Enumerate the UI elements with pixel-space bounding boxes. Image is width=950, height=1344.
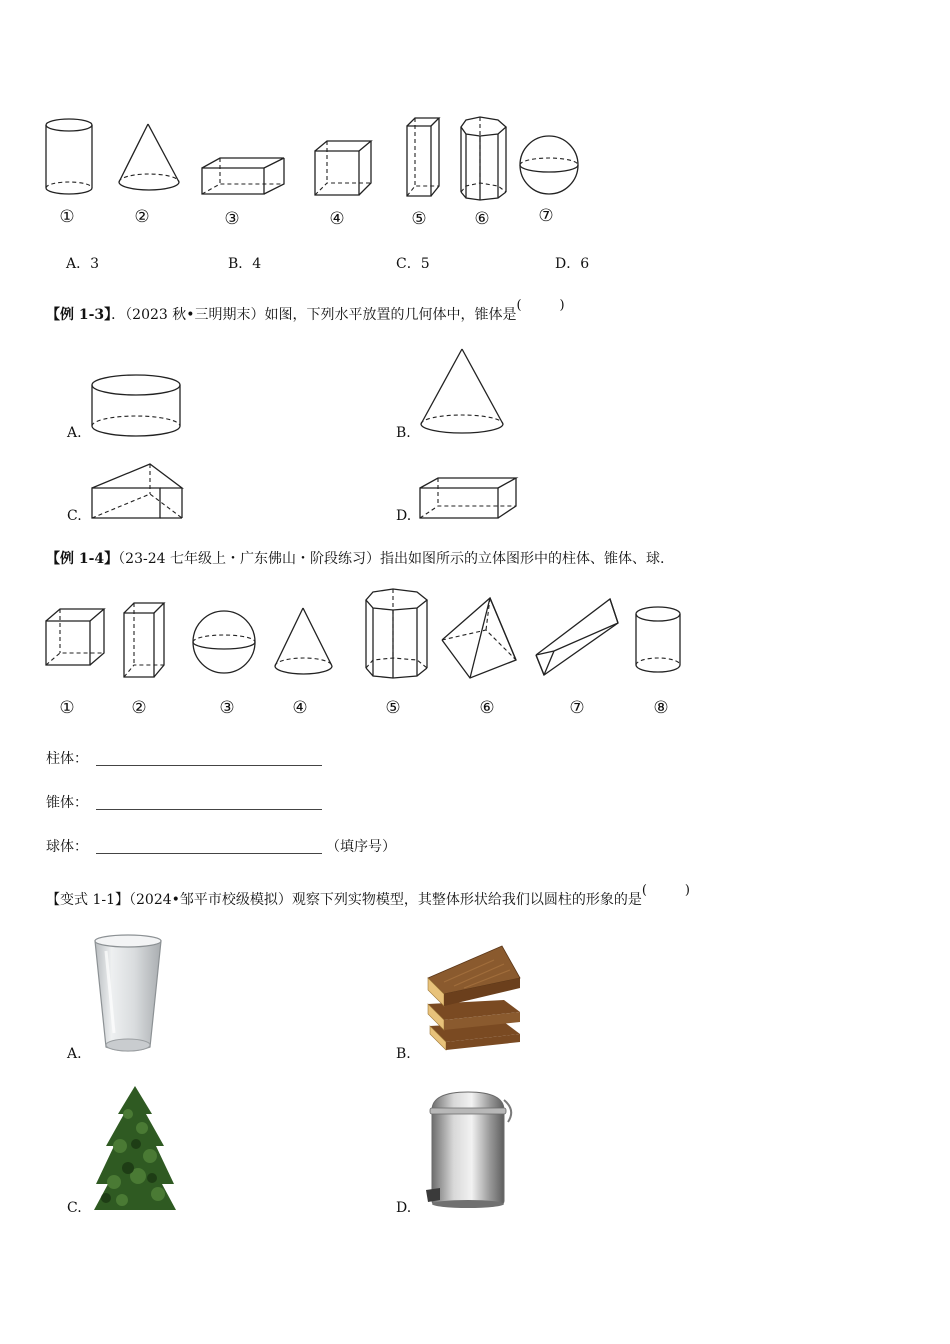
option-b[interactable]: B．4 — [228, 256, 262, 272]
ex14-pyramid — [440, 596, 526, 680]
ex14-square-prism — [122, 601, 168, 679]
figure-top-prism-tall — [405, 116, 443, 198]
figure-label-3: ③ — [224, 209, 240, 229]
figure-top-cone — [116, 122, 184, 196]
ex14-label-1: ① — [59, 698, 75, 718]
ex14-label-7: ⑦ — [569, 698, 585, 718]
ex14-label-2: ② — [131, 698, 147, 718]
variant-1-1-heading — [46, 883, 690, 909]
v11-option-b[interactable]: B. — [396, 1046, 411, 1062]
example-1-3-tag: 【例 1-3】 — [46, 307, 112, 323]
tree-image — [92, 1084, 178, 1212]
ex13-short-cylinder — [90, 374, 184, 440]
blank-label-cone: 锥体： — [46, 795, 88, 811]
variant-1-1-text: （2024•邹平市校级模拟）观察下列实物模型，其整体形状给我们以圆柱的形象的是 — [129, 892, 642, 908]
example-1-4-text: （23-24 七年级上・广东佛山・阶段练习）指出如图所示的立体图形中的柱体、锥体、球. — [118, 551, 665, 567]
answer-paren-2[interactable]: ( ) — [641, 883, 690, 898]
blank-suffix: （填序号） — [326, 839, 396, 855]
ex14-cone — [272, 606, 336, 680]
answer-paren[interactable]: ( ) — [516, 298, 565, 313]
ex13-cone — [418, 347, 508, 437]
v11-option-d[interactable]: D. — [396, 1200, 412, 1216]
ex13-option-b[interactable]: B. — [396, 425, 411, 441]
trash-can-image — [424, 1088, 518, 1210]
ex13-option-d[interactable]: D. — [396, 508, 412, 524]
figure-label-2: ② — [134, 207, 150, 227]
glass-image — [92, 933, 164, 1057]
ex14-triangular-prism — [532, 597, 624, 677]
ex14-cylinder — [634, 605, 684, 675]
option-d[interactable]: D．6 — [555, 256, 590, 272]
option-a[interactable]: A．3 — [66, 256, 100, 272]
example-1-3-text: ．（2023 秋•三明期末）如图，下列水平放置的几何体中，锥体是 — [111, 307, 517, 323]
answer-blank-cone[interactable] — [96, 809, 322, 810]
books-image — [424, 942, 524, 1052]
figure-label-7: ⑦ — [538, 206, 554, 226]
figure-top-cuboid — [200, 156, 288, 198]
ex14-label-4: ④ — [292, 698, 308, 718]
answer-blank-prism[interactable] — [96, 765, 322, 766]
example-1-4-heading — [46, 550, 664, 568]
ex14-cube — [44, 607, 106, 667]
answer-blank-sphere[interactable] — [96, 853, 322, 854]
ex14-hexagonal-prism — [363, 588, 431, 680]
figure-label-4: ④ — [329, 209, 345, 229]
ex14-label-8: ⑧ — [653, 698, 669, 718]
ex13-triangular-prism — [90, 462, 186, 520]
example-1-3-heading — [46, 298, 565, 324]
blank-label-sphere: 球体： — [46, 839, 88, 855]
v11-option-a[interactable]: A. — [67, 1046, 82, 1062]
blank-label-prism: 柱体： — [46, 751, 88, 767]
figure-label-5: ⑤ — [411, 209, 427, 229]
variant-1-1-tag: 【变式 1-1】 — [46, 892, 129, 908]
example-1-4-tag: 【例 1-4】 — [46, 551, 119, 567]
ex14-label-5: ⑤ — [385, 698, 401, 718]
figure-label-6: ⑥ — [474, 209, 490, 229]
v11-option-c[interactable]: C. — [67, 1200, 82, 1216]
figure-top-cylinder — [44, 116, 96, 198]
ex14-sphere — [191, 609, 259, 677]
ex13-cuboid — [418, 476, 520, 520]
option-c[interactable]: C．5 — [396, 256, 430, 272]
ex14-label-6: ⑥ — [479, 698, 495, 718]
ex13-option-a[interactable]: A. — [67, 425, 82, 441]
figure-top-sphere — [518, 134, 582, 198]
figure-top-cube — [313, 139, 375, 197]
figure-label-1: ① — [59, 207, 75, 227]
ex13-option-c[interactable]: C. — [67, 508, 82, 524]
ex14-label-3: ③ — [219, 698, 235, 718]
figure-top-hexagonal-prism — [458, 116, 510, 200]
